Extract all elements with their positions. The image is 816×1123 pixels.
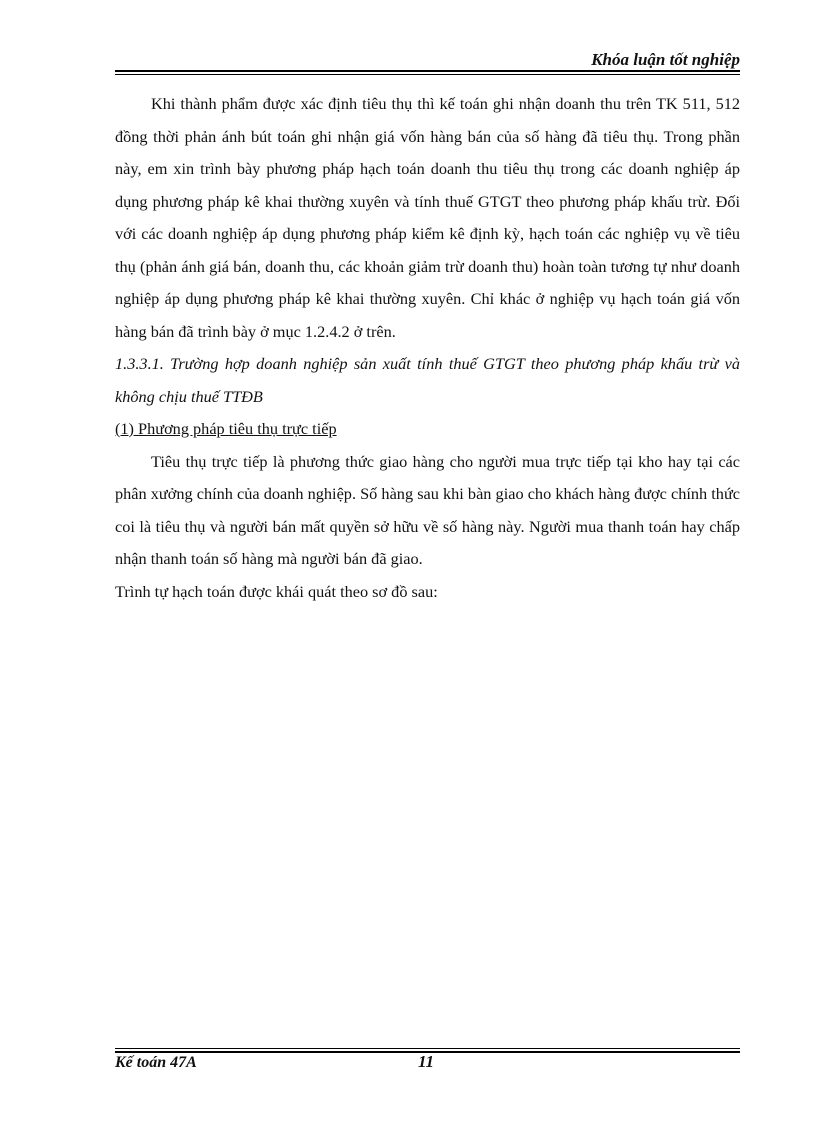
footer-rule-thin: [115, 1048, 740, 1049]
footer-text: Kế toán 47A: [115, 1054, 197, 1071]
section-heading: (1) Phương pháp tiêu thụ trực tiếp: [115, 419, 337, 438]
page-number: 11: [418, 1052, 435, 1071]
subsection-heading: 1.3.3.1. Trường hợp doanh nghiệp sản xuất tính thuế GTGT theo phương pháp khấu trừ và không chịu thuế TTĐB: [115, 354, 740, 406]
header-rule-thin: [115, 74, 740, 75]
header-title: Khóa luận tốt nghiệp: [591, 50, 740, 69]
paragraph-intro: Khi thành phẩm được xác định tiêu thụ thì kế toán ghi nhận doanh thu trên TK 511, 512 đồng thời phản ánh bút toán ghi nhận giá vốn hàng bán của số hàng đã tiêu thụ. Trong phần này, em xin trình bày phương pháp hạch toán doanh thu tiêu thụ trong các doanh nghiệp áp dụng phương pháp kê khai thường xuyên và tính thuế GTGT theo phương pháp khấu trừ. Đối với các doanh nghiệp áp dụng phương pháp kiểm kê định kỳ, hạch toán các nghiệp vụ về tiêu thụ (phản ánh giá bán, doanh thu, các khoản giảm trừ doanh thu) hoàn toàn tương tự như doanh nghiệp áp dụng phương pháp kê khai thường xuyên. Chỉ khác ở nghiệp vụ hạch toán giá vốn hàng bán đã trình bày ở mục 1.2.4.2 ở trên.: [115, 94, 740, 341]
paragraph-diagram-intro: Trình tự hạch toán được khái quát theo sơ đồ sau:: [115, 581, 438, 601]
paragraph-direct-sales: Tiêu thụ trực tiếp là phương thức giao hàng cho người mua trực tiếp tại kho hay tại các phân xưởng chính của doanh nghiệp. Số hàng sau khi bàn giao cho khách hàng được chính thức coi là tiêu thụ và người bán mất quyền sở hữu về số hàng này. Người mua thanh toán hay chấp nhận thanh toán số hàng mà người bán đã giao.: [115, 451, 740, 568]
header-rule: [115, 70, 740, 72]
document-body: [115, 88, 740, 608]
